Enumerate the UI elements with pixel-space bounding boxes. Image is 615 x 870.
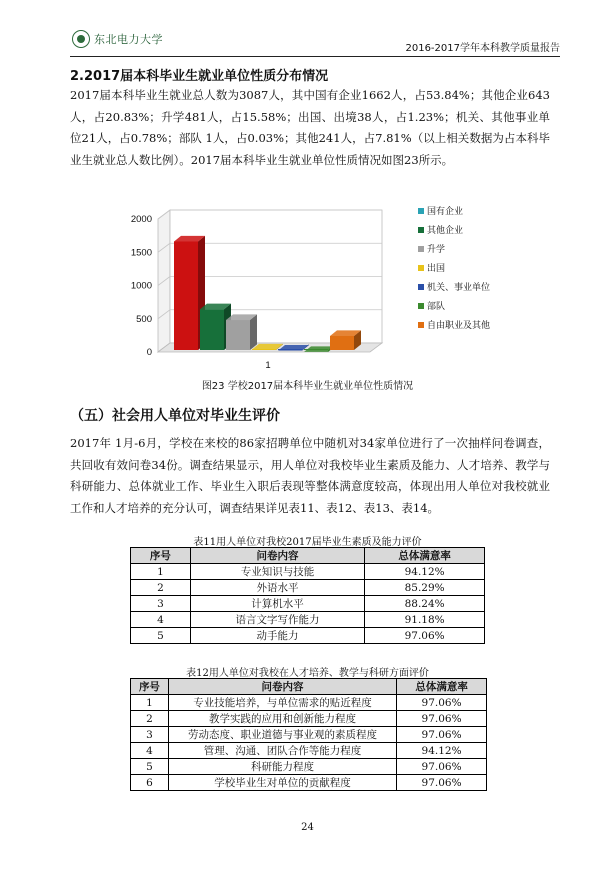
x-tick-label: 1 [265, 360, 271, 371]
y-tick-label: 0 [146, 347, 152, 358]
legend-swatch [418, 284, 424, 290]
table-caption: 表12用人单位对我校在人才培养、教学与科研方面评价 [186, 668, 429, 679]
bar-side [250, 314, 257, 350]
header-cell: 总体满意率 [397, 679, 487, 695]
cell: 91.18% [365, 612, 485, 628]
cell: 2 [131, 711, 169, 727]
table-11 [130, 547, 485, 644]
section-paragraph: 2017届本科毕业生就业总人数为3087人，其中国有企业1662人，占53.84%；其他企业643人，占20.83%；升学481人，占15.58%；出国、出境38人，占1.23%；机关、其他事业单位21人，占0.78%；部队 1人，占0.03%；其他241人，占7.81%（以上相关数据为占本科毕业生就业总人数比例）。2017届本科毕业生就业单位性质情况如图23所示。 [70, 88, 550, 167]
cell: 94.12% [365, 564, 485, 580]
cell: 3 [131, 596, 191, 612]
cell: 外语水平 [190, 580, 364, 596]
cell: 97.06% [397, 759, 487, 775]
page-header [70, 30, 560, 57]
cell: 88.24% [365, 596, 485, 612]
cell: 2 [131, 580, 191, 596]
university-name: 东北电力大学 [94, 33, 163, 46]
legend-swatch [418, 208, 424, 214]
university-seal-icon [72, 30, 90, 48]
y-tick-label: 1500 [130, 247, 152, 259]
figure-caption: 图23 学校2017届本科毕业生就业单位性质情况 [201, 381, 414, 392]
section-heading: （五）社会用人单位对毕业生评价 [70, 408, 280, 424]
cell: 动手能力 [190, 628, 364, 644]
cell: 5 [131, 759, 169, 775]
table-row [131, 628, 485, 644]
y-tick-label: 2000 [130, 214, 152, 225]
cell: 97.06% [397, 727, 487, 743]
bar [226, 320, 250, 350]
header-cell: 问卷内容 [190, 548, 364, 564]
header-cell: 问卷内容 [168, 679, 396, 695]
cell: 专业技能培养，与单位需求的贴近程度 [168, 695, 396, 711]
cell: 1 [131, 695, 169, 711]
cell: 6 [131, 775, 169, 791]
cell: 1 [131, 564, 191, 580]
cell: 学校毕业生对单位的贡献程度 [168, 775, 396, 791]
legend-label: 出国 [427, 264, 446, 274]
y-tick-label: 1000 [130, 280, 152, 292]
table-row [131, 727, 487, 743]
cell: 3 [131, 727, 169, 743]
chart-svg [118, 200, 508, 375]
employment-chart [118, 200, 508, 375]
cell: 专业知识与技能 [190, 564, 364, 580]
header-cell: 序号 [131, 548, 191, 564]
table-row [131, 695, 487, 711]
table-header-row [131, 548, 485, 564]
table-row [131, 711, 487, 727]
legend-label: 部队 [427, 302, 446, 312]
cell: 97.06% [365, 628, 485, 644]
legend-swatch [418, 265, 424, 271]
cell: 4 [131, 743, 169, 759]
legend-swatch [418, 227, 424, 233]
page-number: 24 [301, 822, 314, 833]
cell: 教学实践的应用和创新能力程度 [168, 711, 396, 727]
table-row [131, 759, 487, 775]
header-cell: 序号 [131, 679, 169, 695]
cell: 85.29% [365, 580, 485, 596]
legend-label: 其他企业 [427, 226, 464, 236]
cell: 97.06% [397, 711, 487, 727]
cell: 4 [131, 612, 191, 628]
table-row [131, 775, 487, 791]
bar [174, 241, 198, 350]
table-row [131, 596, 485, 612]
cell: 5 [131, 628, 191, 644]
cell: 科研能力程度 [168, 759, 396, 775]
y-tick-label: 500 [136, 313, 152, 325]
table-row [131, 743, 487, 759]
section-paragraph: 2017年 1月-6月，学校在来校的86家招聘单位中随机对34家单位进行了一次抽样问卷调查，共回收有效问卷34份。调查结果显示，用人单位对我校毕业生素质及能力、人才培养、教学与科研能力、总体就业工作、毕业生入职后表现等整体满意度较高，体现出用人单位对我校就业工作和人才培养的充分认可，调查结果详见表11、表12、表13、表14。 [70, 436, 550, 515]
bar [330, 336, 354, 350]
table-row [131, 612, 485, 628]
cell: 劳动态度、职业道德与事业观的素质程度 [168, 727, 396, 743]
legend-swatch [418, 246, 424, 252]
legend-swatch [418, 303, 424, 309]
cell: 97.06% [397, 695, 487, 711]
table-caption: 表11用人单位对我校2017届毕业生素质及能力评价 [193, 537, 422, 548]
cell: 计算机水平 [190, 596, 364, 612]
header-cell: 总体满意率 [365, 548, 485, 564]
legend-swatch [418, 322, 424, 328]
section-title: 2.2017届本科毕业生就业单位性质分布情况 [70, 69, 329, 84]
report-title: 2016-2017学年本科教学质量报告 [405, 43, 560, 54]
legend-label: 自由职业及其他 [427, 321, 491, 331]
university-logo [72, 30, 163, 48]
table-12 [130, 678, 487, 791]
legend-label: 升学 [427, 245, 446, 255]
legend-label: 机关、事业单位 [427, 283, 491, 293]
cell: 94.12% [397, 743, 487, 759]
table-row [131, 564, 485, 580]
cell: 管理、沟通、团队合作等能力程度 [168, 743, 396, 759]
cell: 97.06% [397, 775, 487, 791]
legend-label: 国有企业 [427, 207, 464, 217]
table-header-row [131, 679, 487, 695]
table-row [131, 580, 485, 596]
cell: 语言文字写作能力 [190, 612, 364, 628]
bar [200, 309, 224, 350]
